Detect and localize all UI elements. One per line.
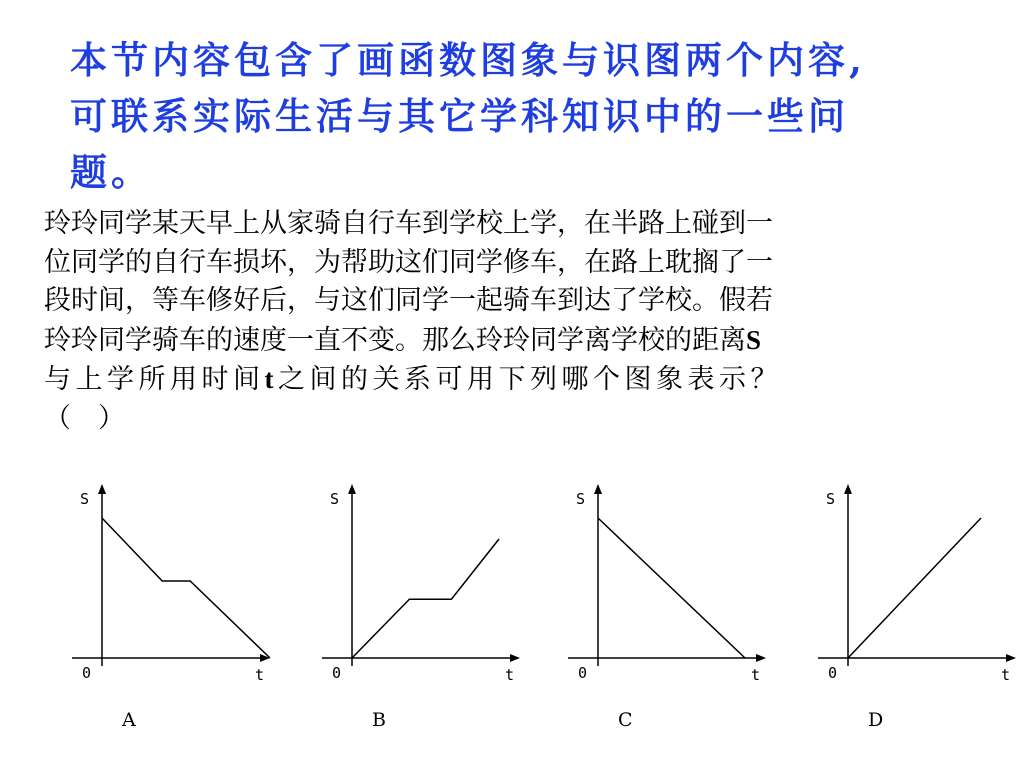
origin-label: 0 — [82, 664, 92, 682]
graph-svg — [320, 478, 520, 748]
y-axis-arrow — [844, 484, 852, 494]
heading-line: 可联系实际生活与其它学科知识中的一些问 — [70, 94, 849, 138]
x-axis-arrow — [260, 654, 270, 662]
y-axis-label: S — [576, 490, 586, 508]
question-line-text: 玲玲同学骑车的速度一直不变。那么玲玲同学离学校的距离 — [44, 324, 746, 356]
y-axis-arrow — [594, 484, 602, 494]
origin-label: 0 — [578, 664, 588, 682]
answer-blank: （ ） — [44, 402, 125, 434]
series-line — [598, 518, 745, 658]
graph-c — [566, 478, 766, 748]
origin-label: 0 — [332, 664, 342, 682]
y-axis-label: S — [826, 490, 836, 508]
graph-svg — [70, 478, 270, 748]
variable-s: S — [746, 324, 762, 355]
x-axis-arrow — [756, 654, 766, 662]
graph-svg — [566, 478, 766, 748]
question-line: 段时间，等车修好后，与这们同学一起骑车到达了学校。假若 — [44, 285, 773, 316]
series-line — [102, 518, 270, 658]
heading-line: 题。 — [70, 150, 152, 194]
question-line: 玲玲同学某天早上从家骑自行车到学校上学，在半路上碰到一 — [44, 208, 773, 239]
question-line-text: 与上学所用时间 — [44, 364, 265, 395]
option-label: D — [868, 709, 884, 731]
y-axis-label: S — [330, 490, 340, 508]
graph-svg — [816, 478, 1016, 748]
question-line-text: 之间的关系可用下列哪个图象表示？ — [278, 364, 782, 395]
graph-d — [816, 478, 1016, 748]
graph-a — [70, 478, 270, 748]
option-label: B — [372, 709, 386, 731]
y-axis-arrow — [348, 484, 356, 494]
graph-b — [320, 478, 520, 748]
y-axis-arrow — [98, 484, 106, 494]
variable-t: t — [264, 364, 278, 394]
series-line — [848, 518, 981, 658]
origin-label: 0 — [828, 664, 838, 682]
lesson-heading — [70, 32, 970, 200]
series-line — [352, 539, 499, 658]
question-line — [44, 321, 984, 361]
y-axis-label: S — [80, 490, 90, 508]
option-label: C — [618, 709, 633, 731]
x-axis-arrow — [1006, 654, 1016, 662]
x-axis-arrow — [510, 654, 520, 662]
question-line — [44, 360, 984, 400]
option-label: A — [122, 709, 136, 731]
question-line: 位同学的自行车损坏，为帮助这们同学修车，在路上耽搁了一 — [44, 246, 773, 278]
x-axis-label: t — [1001, 666, 1011, 684]
x-axis-label: t — [751, 666, 761, 684]
question-text — [44, 205, 984, 438]
x-axis-label: t — [505, 666, 515, 684]
heading-line: 本节内容包含了画函数图象与识图两个内容, — [70, 38, 866, 82]
x-axis-label: t — [255, 666, 265, 684]
